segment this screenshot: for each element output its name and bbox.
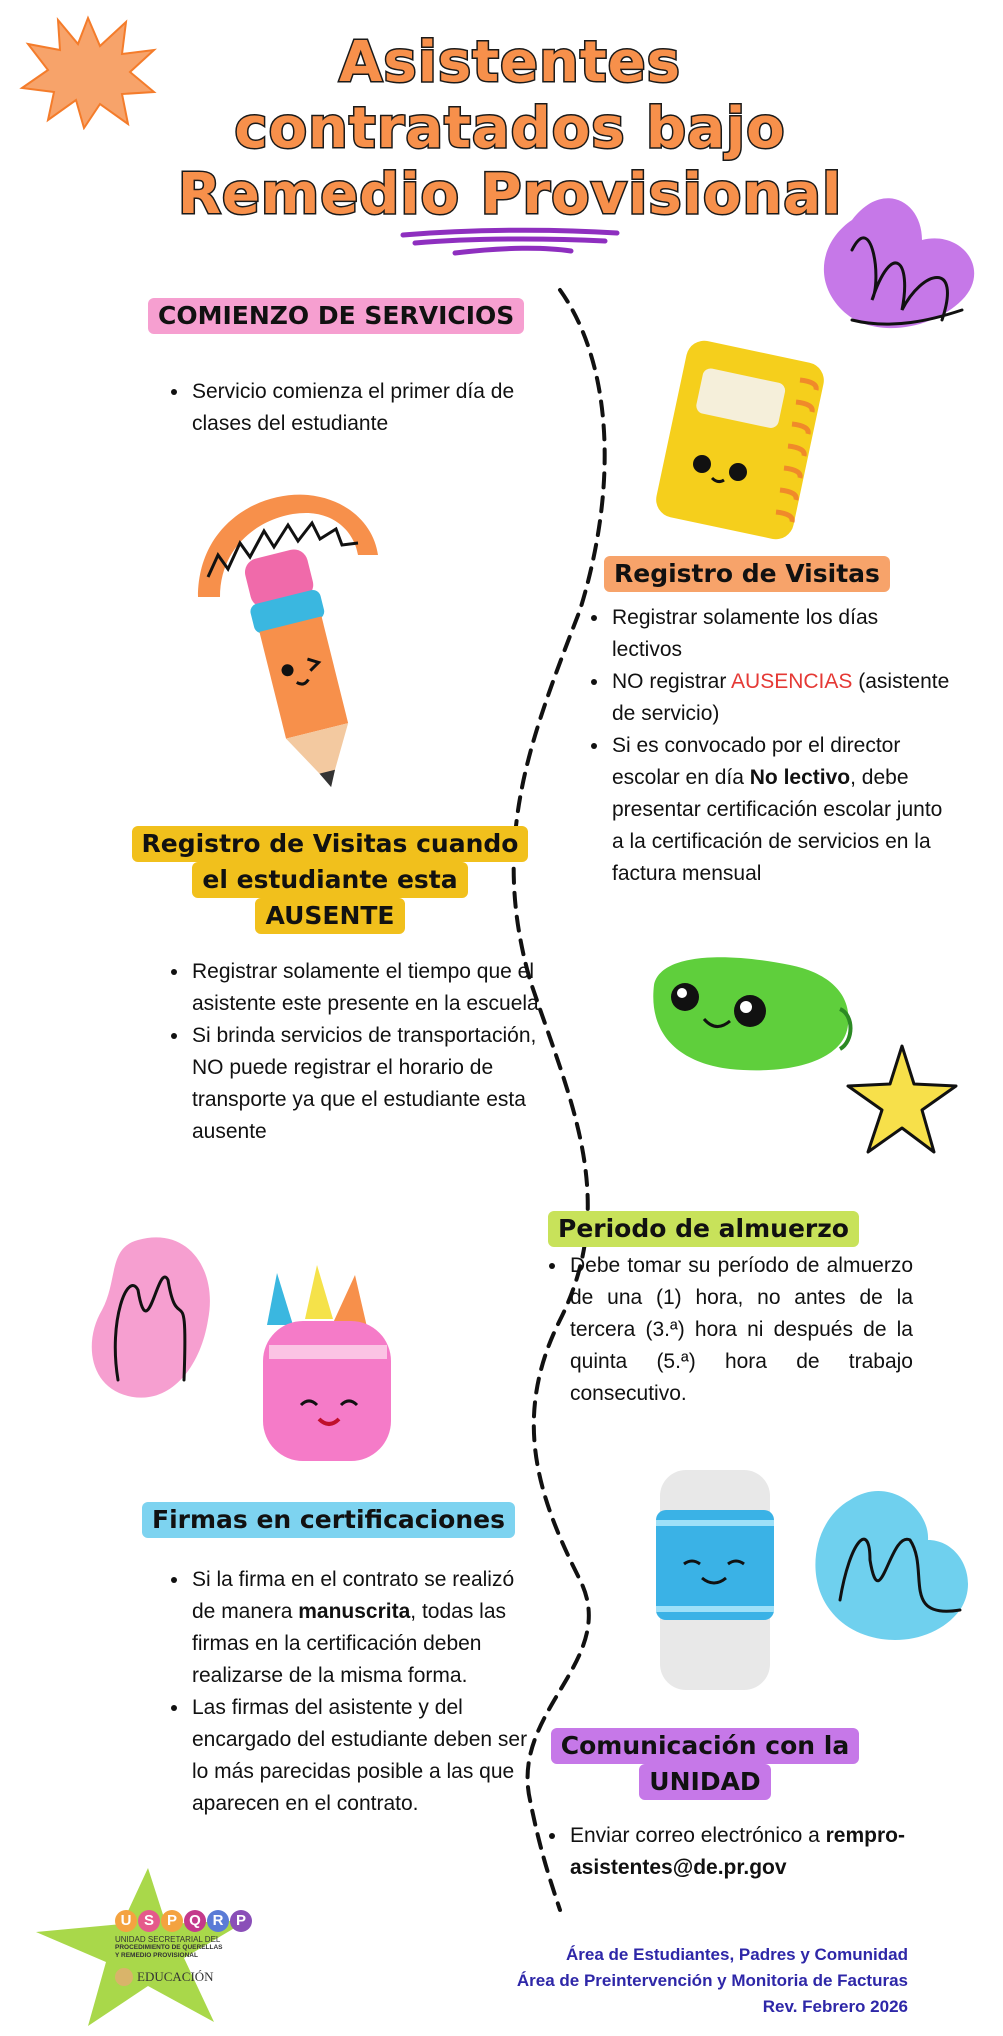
heading-ausente-line-3: AUSENTE	[255, 898, 404, 934]
heading-comunicacion-line-2: UNIDAD	[639, 1764, 770, 1800]
heading-firmas: Firmas en certificaciones	[142, 1502, 515, 1538]
list-item	[568, 1820, 948, 1884]
list-ausente	[160, 956, 550, 1148]
heading-ausente-line-2: el estudiante esta	[192, 862, 467, 898]
edu-logo	[115, 1968, 265, 1986]
email-link[interactable]: rempro-asistentes@de.pr.gov	[570, 1824, 905, 1879]
heading-comienzo: COMIENZO DE SERVICIOS	[148, 298, 524, 334]
logo-letter: P	[230, 1910, 252, 1932]
heading-comunicacion	[525, 1728, 885, 1800]
footer-line-1: Área de Estudiantes, Padres y Comunidad	[566, 1945, 908, 1964]
logo-letter: Q	[184, 1910, 206, 1932]
pencil-case-icon	[640, 945, 860, 1085]
list-item: • Debe tomar su período de almuerzo de una (1) hora, no antes de la tercera (3.ª) hora ni después de la quinta (5.ª) hora de trabajo consecutivo.	[568, 1250, 913, 1410]
logo-letters	[115, 1910, 265, 1932]
list-item: • Las firmas del asistente y del encargado del estudiante deben ser lo más parecidas posible a las que aparecen en el contrato.	[190, 1692, 542, 1820]
logo-letter: R	[207, 1910, 229, 1932]
title-line-2: contratados bajo	[234, 96, 786, 161]
footer-line-3: Rev. Febrero 2026	[762, 1997, 908, 2016]
list-registro	[580, 602, 950, 890]
title-line-3: Remedio Provisional	[177, 162, 843, 227]
bold-no-lectivo: No lectivo	[749, 766, 851, 789]
list-comunicacion	[538, 1820, 948, 1884]
notebook-icon	[640, 340, 840, 550]
edu-label: EDUCACIÓN	[137, 1969, 214, 1984]
text-segment: Si es convocado por el director escolar en día	[612, 734, 901, 789]
text-segment: , debe presentar certificación escolar junto a la certificación de servicios en la factura mensual	[612, 766, 943, 885]
list-item: • Servicio comienza el primer día de clases del estudiante	[190, 376, 530, 440]
footer	[517, 1942, 908, 2020]
heading-ausente-line-1: Registro de Visitas cuando	[132, 826, 529, 862]
bold-manuscrita: manuscrita	[298, 1600, 411, 1623]
logo-line-2: PROCEDIMIENTO DE QUERELLAS	[115, 1944, 223, 1951]
heading-almuerzo: Periodo de almuerzo	[548, 1211, 859, 1247]
list-comienzo	[160, 376, 530, 440]
scribble-underline-icon	[395, 225, 625, 265]
list-item: • Si brinda servicios de transportación, NO puede registrar el horario de transporte ya que el estudiante esta ausente	[190, 1020, 550, 1148]
list-item: • Registrar solamente el tiempo que el asistente este presente en la escuela	[190, 956, 550, 1020]
blue-blob-icon	[810, 1480, 980, 1660]
heading-comunicacion-line-1: Comunicación con la	[551, 1728, 859, 1764]
text-segment: Si la firma en el contrato se realizó de manera	[192, 1568, 515, 1623]
list-firmas	[160, 1564, 542, 1820]
list-item	[610, 730, 950, 890]
pencil-icon	[240, 540, 370, 800]
heading-registro: Registro de Visitas	[604, 556, 890, 592]
list-item	[610, 666, 950, 730]
logo-letter: P	[161, 1910, 183, 1932]
heading-ausente	[130, 826, 530, 934]
text-segment: NO registrar	[612, 670, 732, 693]
pink-blob-icon	[88, 1230, 218, 1410]
title-line-1: Asistentes	[339, 30, 681, 95]
list-item: • Registrar solamente los días lectivos	[610, 602, 950, 666]
logo-line-1: UNIDAD SECRETARIAL DEL	[115, 1935, 221, 1944]
list-item	[190, 1564, 542, 1692]
uspqrp-logo	[115, 1910, 265, 1986]
seal-icon	[115, 1968, 133, 1986]
footer-line-2: Área de Preintervención y Monitoria de Facturas	[516, 1971, 908, 1990]
crayon-cup-icon	[255, 1265, 415, 1475]
star-icon	[842, 1040, 962, 1160]
text-segment: Enviar correo electrónico a	[570, 1824, 826, 1847]
highlight-ausencias: AUSENCIAS	[731, 670, 853, 693]
text-segment: (asistente de servicio)	[612, 670, 950, 725]
list-almuerzo	[538, 1250, 913, 1410]
logo-line-3: Y REMEDIO PROVISIONAL	[115, 1952, 198, 1959]
logo-letter: U	[115, 1910, 137, 1932]
text-segment: , todas las firmas en la certificación deben realizarse de la misma forma.	[192, 1600, 507, 1687]
page-title	[150, 30, 870, 228]
orange-starburst-icon	[18, 10, 158, 130]
eraser-icon	[640, 1460, 780, 1700]
logo-letter: S	[138, 1910, 160, 1932]
